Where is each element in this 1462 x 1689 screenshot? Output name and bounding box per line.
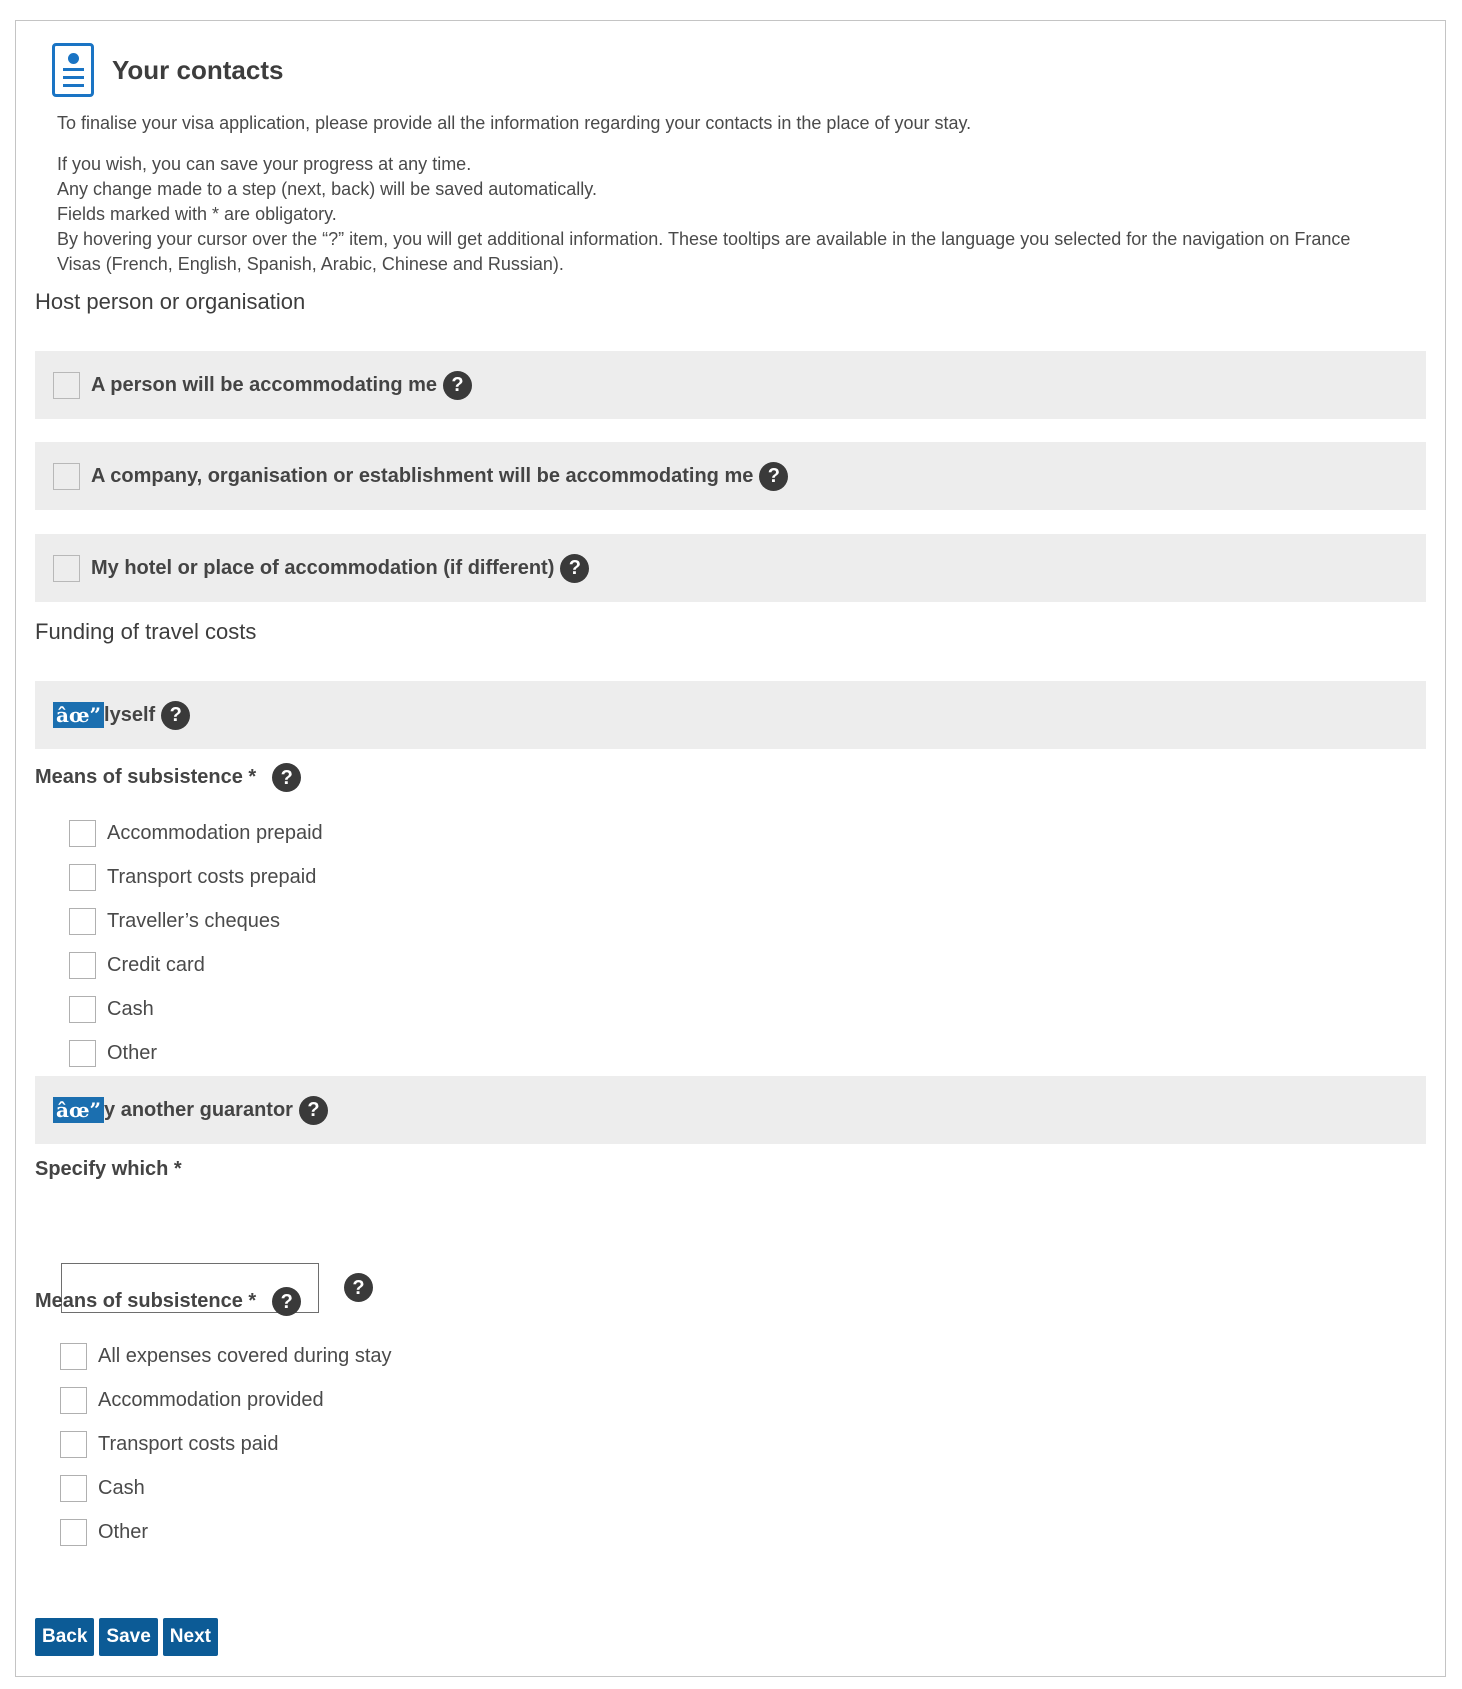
means-subsistence-label-1 bbox=[35, 763, 301, 792]
specify-which-label bbox=[35, 1158, 182, 1181]
subsistence-option[interactable] bbox=[69, 811, 323, 855]
hotel-panel[interactable] bbox=[35, 534, 1426, 602]
host-company-checkbox[interactable] bbox=[53, 463, 80, 490]
option-label: Accommodation prepaid bbox=[107, 821, 323, 844]
help-icon[interactable]: ? bbox=[759, 462, 788, 491]
subsistence-option[interactable] bbox=[69, 987, 323, 1031]
option-label: Traveller’s cheques bbox=[107, 909, 281, 932]
means-subsistence-label-2 bbox=[35, 1287, 301, 1316]
option-checkbox[interactable] bbox=[60, 1475, 87, 1502]
help-icon[interactable]: ? bbox=[299, 1096, 328, 1125]
option-checkbox[interactable] bbox=[69, 864, 96, 891]
help-icon[interactable]: ? bbox=[443, 371, 472, 400]
option-label: All expenses covered during stay bbox=[98, 1344, 392, 1367]
subsistence-option[interactable] bbox=[69, 943, 323, 987]
option-checkbox[interactable] bbox=[60, 1343, 87, 1370]
option-checkbox[interactable] bbox=[60, 1387, 87, 1414]
option-checkbox[interactable] bbox=[69, 952, 96, 979]
form-container bbox=[15, 20, 1446, 1677]
subsistence-option[interactable] bbox=[60, 1378, 392, 1422]
option-label: Accommodation provided bbox=[98, 1388, 324, 1411]
means-options-list-1 bbox=[69, 811, 323, 1075]
option-checkbox[interactable] bbox=[60, 1519, 87, 1546]
means-subsistence-text: Means of subsistence * bbox=[35, 766, 257, 788]
page-title: Your contacts bbox=[112, 54, 284, 85]
help-icon[interactable]: ? bbox=[344, 1273, 373, 1302]
hotel-checkbox[interactable] bbox=[53, 555, 80, 582]
help-icon[interactable]: ? bbox=[161, 701, 190, 730]
host-section-title: Host person or organisation bbox=[35, 289, 306, 314]
host-person-checkbox[interactable] bbox=[53, 372, 80, 399]
option-label: Other bbox=[98, 1520, 149, 1543]
means-options-list-2 bbox=[60, 1334, 392, 1554]
page-header bbox=[52, 43, 283, 97]
next-button[interactable]: Next bbox=[163, 1618, 218, 1656]
save-button[interactable]: Save bbox=[99, 1618, 157, 1656]
option-label: Credit card bbox=[107, 953, 205, 976]
subsistence-option[interactable] bbox=[69, 899, 323, 943]
help-icon[interactable]: ? bbox=[272, 763, 301, 792]
form-actions bbox=[35, 1618, 218, 1656]
intro-line: By hovering your cursor over the “?” item, you will get additional information. These tooltips are available in the language you selected for the navigation on France Visas (French, English, Spanish, Arabic, Chinese and Russian). bbox=[57, 229, 1351, 274]
option-label: Transport costs prepaid bbox=[107, 865, 317, 888]
host-person-panel[interactable] bbox=[35, 351, 1426, 419]
subsistence-option[interactable] bbox=[60, 1334, 392, 1378]
option-checkbox[interactable] bbox=[69, 996, 96, 1023]
option-label: Cash bbox=[98, 1476, 145, 1499]
checked-checkbox-glyph[interactable]: âœ” bbox=[53, 702, 104, 728]
checked-checkbox-glyph[interactable]: âœ” bbox=[53, 1097, 104, 1123]
subsistence-option[interactable] bbox=[69, 855, 323, 899]
intro-text bbox=[57, 111, 971, 136]
option-label: Other bbox=[107, 1041, 158, 1064]
help-icon[interactable]: ? bbox=[272, 1287, 301, 1316]
host-person-label: A person will be accommodating me bbox=[91, 373, 437, 396]
subsistence-option[interactable] bbox=[60, 1466, 392, 1510]
option-checkbox[interactable] bbox=[69, 1040, 96, 1067]
funding-myself-label: lyself bbox=[104, 703, 156, 726]
intro-line: To finalise your visa application, please provide all the information regarding your contacts in the place of your stay. bbox=[57, 113, 972, 133]
intro-help-text bbox=[57, 152, 1397, 277]
option-label: Cash bbox=[107, 997, 154, 1020]
help-icon[interactable]: ? bbox=[560, 554, 589, 583]
host-company-label: A company, organisation or establishment will be accommodating me bbox=[91, 464, 754, 487]
option-checkbox[interactable] bbox=[60, 1431, 87, 1458]
funding-guarantor-label: y another guarantor bbox=[104, 1098, 293, 1121]
intro-line: Any change made to a step (next, back) will be saved automatically. bbox=[57, 179, 597, 199]
funding-myself-panel[interactable] bbox=[35, 681, 1426, 749]
option-label: Transport costs paid bbox=[98, 1432, 279, 1455]
subsistence-option[interactable] bbox=[60, 1422, 392, 1466]
hotel-label: My hotel or place of accommodation (if different) bbox=[91, 556, 555, 579]
subsistence-option[interactable] bbox=[69, 1031, 323, 1075]
subsistence-option[interactable] bbox=[60, 1510, 392, 1554]
back-button[interactable]: Back bbox=[35, 1618, 94, 1656]
specify-which-text: Specify which * bbox=[35, 1158, 182, 1180]
funding-guarantor-panel[interactable] bbox=[35, 1076, 1426, 1144]
contact-card-icon bbox=[52, 43, 94, 97]
host-company-panel[interactable] bbox=[35, 442, 1426, 510]
option-checkbox[interactable] bbox=[69, 820, 96, 847]
option-checkbox[interactable] bbox=[69, 908, 96, 935]
intro-line: If you wish, you can save your progress at any time. bbox=[57, 154, 472, 174]
means-subsistence-text: Means of subsistence * bbox=[35, 1290, 257, 1312]
funding-section-title: Funding of travel costs bbox=[35, 619, 257, 644]
intro-line: Fields marked with * are obligatory. bbox=[57, 204, 337, 224]
